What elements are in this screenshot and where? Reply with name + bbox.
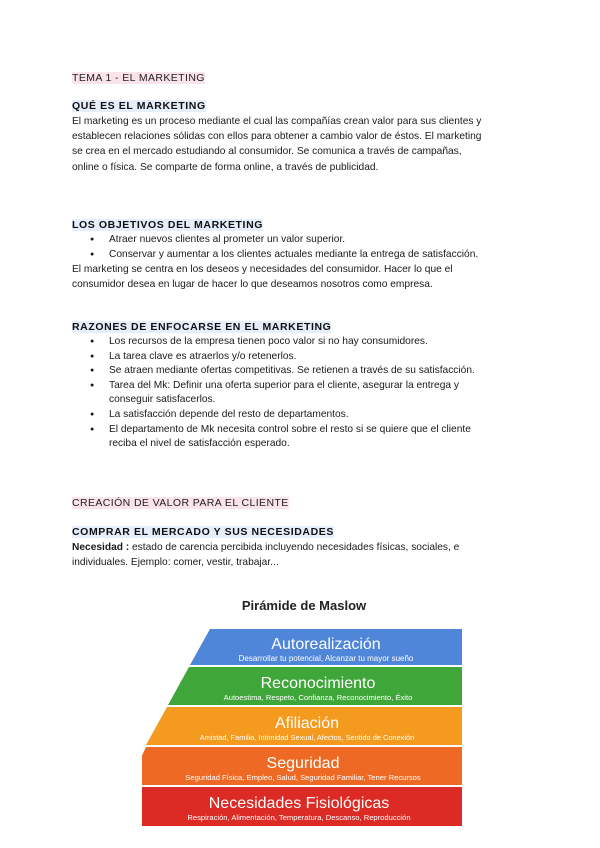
text-line: El marketing se centra en los deseos y necesidades del consumidor. Hacer lo que el [72,264,453,275]
heading-razones-marketing: RAZONES DE ENFOCARSE EN EL MARKETING [72,321,332,333]
text-line: individuales. Ejemplo: comer, vestir, trabajar... [72,557,279,569]
paragraph-que-es-marketing [72,114,528,175]
list-item: ● Los recursos de la empresa tienen poco valor si no hay consumidores. [90,335,526,350]
list-item: ● La tarea clave es atraerlos y/o retenerlos. [90,350,526,365]
topic-title-tema1: TEMA 1 - EL MARKETING [72,72,205,84]
level-name: Seguridad [266,755,340,772]
list-item: ● Se atraen mediante ofertas competitivas. Se retienen a través de su satisfacción. [90,364,526,379]
text-line: El marketing es un proceso mediante el cual las compañías crean valor para sus clientes y [72,116,482,127]
text-line: establecen relaciones sólidas con ellos para obtener a cambio valor de éstos. El marketing [72,131,482,143]
level-name: Necesidades Fisiológicas [208,795,390,812]
level-desc: Autoestima, Respeto, Confianza, Reconocimiento, Éxito [223,693,413,702]
maslow-pyramid-figure [142,598,466,830]
paragraph-necesidad [72,540,528,570]
list-item: ● La satisfacción depende del resto de departamentos. [90,408,526,423]
level-name: Autorealización [271,636,381,653]
paragraph-objetivos [72,262,528,292]
heading-objetivos-marketing: LOS OBJETIVOS DEL MARKETING [72,219,264,231]
pyramid-graphic [142,598,466,830]
level-name: Reconocimiento [260,675,376,692]
text-line: consumidor desea en lugar de hacer lo que deseamos nosotros como empresa. [72,279,433,291]
level-desc: Respiración, Alimentación, Temperatura, Descanso, Reproducción [187,813,411,822]
definition-text: estado de carencia percibida incluyendo necesidades físicas, sociales, e [129,542,460,553]
list-item-line: El departamento de Mk necesita control sobre el resto si se quiere que el cliente [109,423,471,435]
list-item [90,379,526,408]
list-item-line: reciba el nivel de satisfacción esperado. [109,438,290,450]
level-desc: Seguridad Física, Empleo, Salud, Seguridad Familiar, Tener Recursos [185,773,421,782]
heading-que-es-marketing: QUÉ ES EL MARKETING [72,100,206,112]
text-line: online o física. Se comparte de forma online, a través de publicidad. [72,161,379,173]
bullet-list-razones [90,335,526,452]
list-item: ● Conservar y aumentar a los clientes actuales mediante la entrega de satisfacción. [90,248,526,263]
text-line: se crea en el mercado estudiando al consumidor. Se comunica a través de campañas, [72,146,462,158]
text-line [72,540,528,555]
pyramid-title: Pirámide de Maslow [241,598,367,613]
term-necesidad: Necesidad : [72,542,130,553]
list-item: ● Atraer nuevos clientes al prometer un valor superior. [90,233,526,248]
list-item [90,423,526,452]
heading-comprar-mercado: COMPRAR EL MERCADO Y SUS NECESIDADES [72,526,334,538]
level-desc: Amistad, Familia, Intimidad Sexual, Afectos, Sentido de Conexión [199,733,415,742]
level-desc: Desarrollar tu potencial, Alcanzar tu mayor sueño [238,654,414,663]
list-item-line: conseguir satisfacerlos. [109,394,216,406]
list-item-line: Tarea del Mk: Definir una oferta superior para el cliente, asegurar la entrega y [109,379,459,391]
bullet-list-objetivos [90,233,526,262]
topic-title-creacion-valor: CREACIÓN DE VALOR PARA EL CLIENTE [72,497,289,509]
level-name: Afiliación [274,715,340,732]
